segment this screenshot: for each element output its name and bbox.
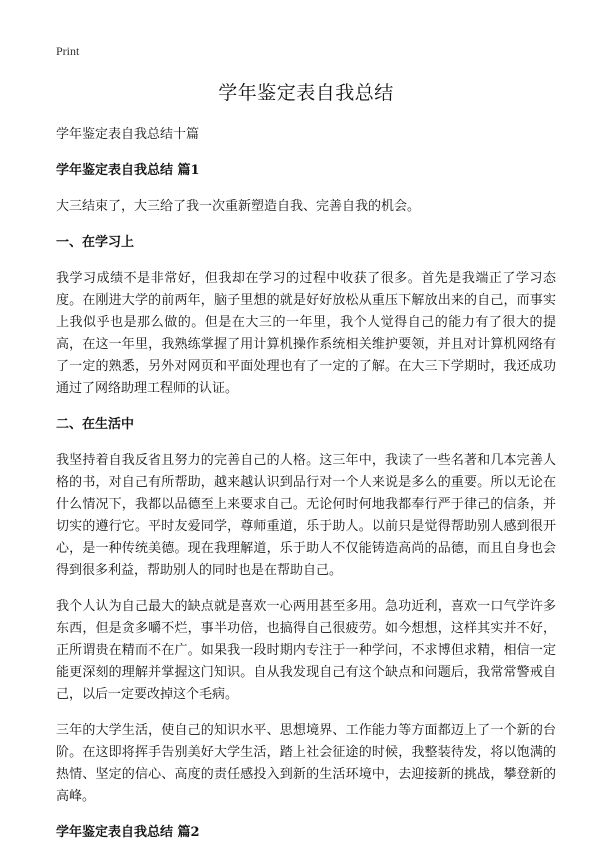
article-1-intro: 大三结束了，大三给了我一次重新塑造自我、完善自我的机会。 — [56, 199, 421, 214]
page-title: 学年鉴定表自我总结 — [218, 82, 394, 104]
document-subtitle: 学年鉴定表自我总结十篇 — [56, 127, 200, 142]
article-1-heading: 学年鉴定表自我总结 篇1 — [56, 163, 200, 178]
section-life-heading: 二、在生活中 — [56, 417, 135, 432]
section-life-paragraph-3: 三年的大学生活，使自己的知识水平、思想境界、工作能力等方面都迈上了一个新的台阶。在这即将挥手告别美好大学生活，踏上社会征途的时候，我整装待发，将以饱满的热情、坚定的信心、高度的责任感投入到新的生活环境中，去迎接新的挑战，攀登新的高峰。 — [56, 723, 556, 804]
section-study-heading: 一、在学习上 — [56, 235, 135, 250]
section-life-paragraph-2: 我个人认为自己最大的缺点就是喜欢一心两用甚至多用。急功近利，喜欢一口气学许多东西，但是贪多嚼不烂，事半功倍，也搞得自己很疲劳。如今想想，这样其实并不好，正所谓贵在精而不在广。如果我一段时期内专注于一种学问，不求博但求精，相信一定能更深刻的理解并掌握这门知识。自从我发现自己有这个缺点和问题后，我常常警戒自己，以后一定要改掉这个毛病。 — [56, 599, 556, 702]
document-page — [56, 74, 556, 844]
section-life-paragraph-1: 我坚持着自我反省且努力的完善自己的人格。这三年中，我读了一些名著和几本完善人格的书，对自己有所帮助，越来越认识到品行对一个人来说是多么的重要。所以无论在什么情况下，我都以品德至上来要求自己。无论何时何地我都奉行严于律己的信条，并切实的遵行它。平时友爱同学，尊师重道，乐于助人。以前只是觉得帮助别人感到很开心，是一种传统美德。现在我理解道，乐于助人不仅能铸造高尚的品德，而且自身也会得到很多利益，帮助别人的同时也是在帮助自己。 — [56, 453, 556, 578]
print-link[interactable]: Print — [56, 44, 80, 58]
article-2-heading: 学年鉴定表自我总结 篇2 — [56, 825, 200, 840]
section-study-paragraph: 我学习成绩不是非常好，但我却在学习的过程中收获了很多。首先是我端正了学习态度。在刚进大学的前两年，脑子里想的就是好好放松从重压下解放出来的自己，而事实上我似乎也是那么做的。但是在大三的一年里，我个人觉得自己的能力有了很大的提高，在这一年里，我熟练掌握了用计算机操作系统相关维护要领，并且对计算机网络有了一定的熟悉，另外对网页和平面处理也有了一定的了解。在大三下学期时，我还成功通过了网络助理工程师的认证。 — [56, 271, 556, 396]
